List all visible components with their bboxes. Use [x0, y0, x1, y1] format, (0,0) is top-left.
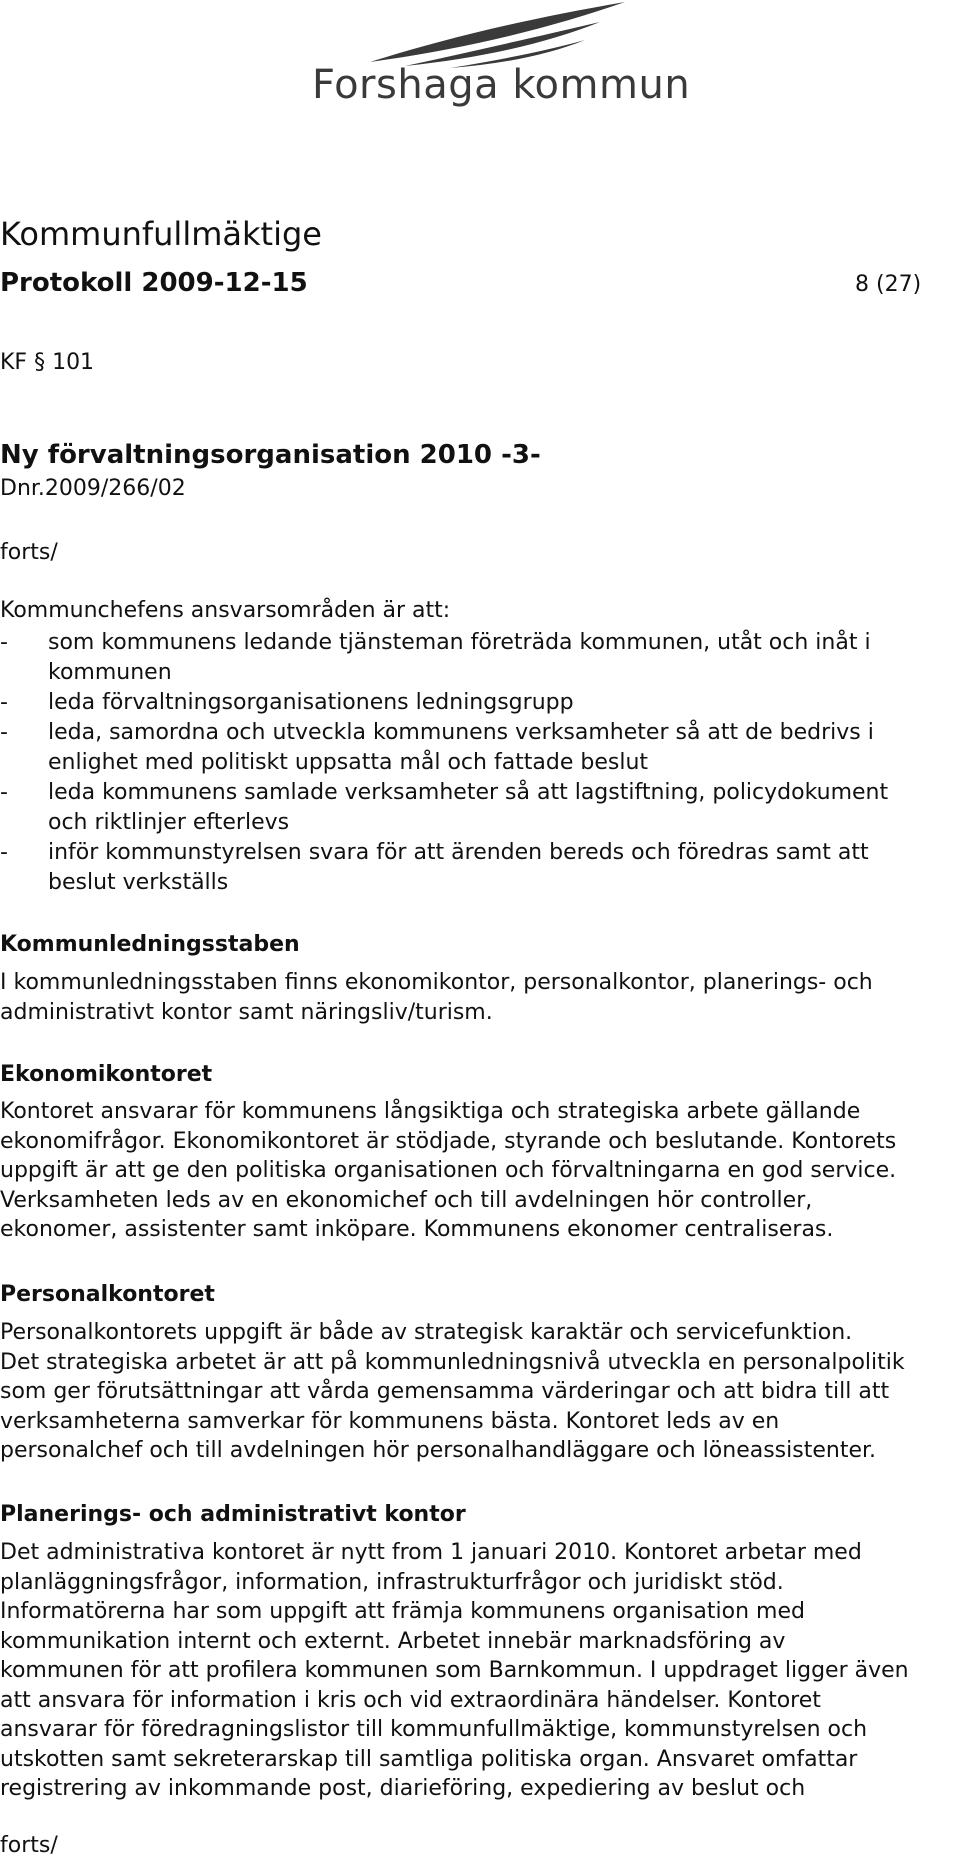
wave-emblem-icon [300, 0, 640, 70]
paragraph-planering: Det administrativa kontoret är nytt from 1 januari 2010. Kontoret arbetar med planläggningsfrågor, information, infrastrukturfrågor och juridiskt stöd. Informatörerna har som uppgift att främja kommunens organisation med kommunikation internt och externt. Arbetet innebär marknadsföring av kommunen för att profilera kommunen som Barnkommun. I uppdraget ligger även att ansvara för information i kris och vid extraordinära händelser. Kontoret ansvarar för föredragningslistor till kommunfullmäktige, kommunstyrelsen och utskotten samt sekreterarskap till samtliga politiska organ. Ansvaret omfattar registrering av inkommande post, diarieföring, expediering av beslut och [0, 1540, 909, 1801]
responsibilities-list [0, 628, 950, 898]
list-item-text: inför kommunstyrelsen svara för att ärenden bereds och föredras samt att beslut verkställs [48, 840, 869, 895]
heading-ekonomikontoret: Ekonomikontoret [0, 1062, 213, 1087]
heading-planering: Planerings- och administrativt kontor [0, 1502, 466, 1527]
continued-marker: forts/ [0, 540, 58, 565]
heading-kommunledningsstaben: Kommunledningsstaben [0, 932, 300, 957]
logo-text: Forshaga kommun [312, 62, 691, 108]
list-item-text: leda förvaltningsorganisationens ledningsgrupp [48, 690, 574, 715]
protocol-date: Protokoll 2009-12-15 [0, 268, 308, 298]
list-dash: - [0, 840, 8, 865]
list-item-text: leda, samordna och utveckla kommunens verksamheter så att de bedrivs i enlighet med politiskt uppsatta mål och fattade beslut [48, 720, 874, 775]
paragraph-ekonomikontoret: Kontoret ansvarar för kommunens långsiktiga och strategiska arbete gällande ekonomifrågor. Ekonomikontoret är stödjade, styrande och beslutande. Kontorets uppgift är att ge den politiska organisationen och förvaltningarna en god service. Verksamheten leds av en ekonomichef och till avdelningen hör controller, ekonomer, assistenter samt inköpare. Kommunens ekonomer centraliseras. [0, 1099, 897, 1242]
list-item [0, 628, 950, 688]
list-item-text: leda kommunens samlade verksamheter så att lagstiftning, policydokument och riktlinjer efterlevs [48, 780, 889, 835]
list-dash: - [0, 780, 8, 805]
list-dash: - [0, 690, 8, 715]
page-number: 8 (27) [855, 272, 922, 297]
paragraph-reference: KF § 101 [0, 350, 95, 375]
forshaga-kommun-logo [300, 0, 691, 120]
responsibilities-intro: Kommunchefens ansvarsområden är att: [0, 598, 451, 623]
section-title: Ny förvaltningsorganisation 2010 -3- [0, 440, 541, 470]
list-item [0, 778, 950, 838]
paragraph-personalkontoret: Personalkontorets uppgift är både av strategisk karaktär och servicefunktion. Det strategiska arbetet är att på kommunledningsnivå utveckla en personalpolitik som ger förutsättningar att vårda gemensamma värderingar och att bidra till att verksamheterna samverkar för kommunens bästa. Kontoret leds av en personalchef och till avdelningen hör personalhandläggare och löneassistenter. [0, 1320, 905, 1463]
list-dash: - [0, 630, 8, 655]
document-title: Kommunfullmäktige [0, 215, 322, 253]
list-item [0, 838, 950, 898]
diary-number: Dnr.2009/266/02 [0, 476, 186, 501]
heading-personalkontoret: Personalkontoret [0, 1282, 215, 1307]
list-item [0, 688, 950, 718]
paragraph-kommunledningsstaben: I kommunledningsstaben finns ekonomikontor, personalkontor, planerings- och administrativt kontor samt näringsliv/turism. [0, 970, 873, 1025]
list-item-text: som kommunens ledande tjänsteman företräda kommunen, utåt och inåt i kommunen [48, 630, 871, 685]
list-item [0, 718, 950, 778]
list-dash: - [0, 720, 8, 745]
continued-marker-bottom: forts/ [0, 1833, 58, 1858]
